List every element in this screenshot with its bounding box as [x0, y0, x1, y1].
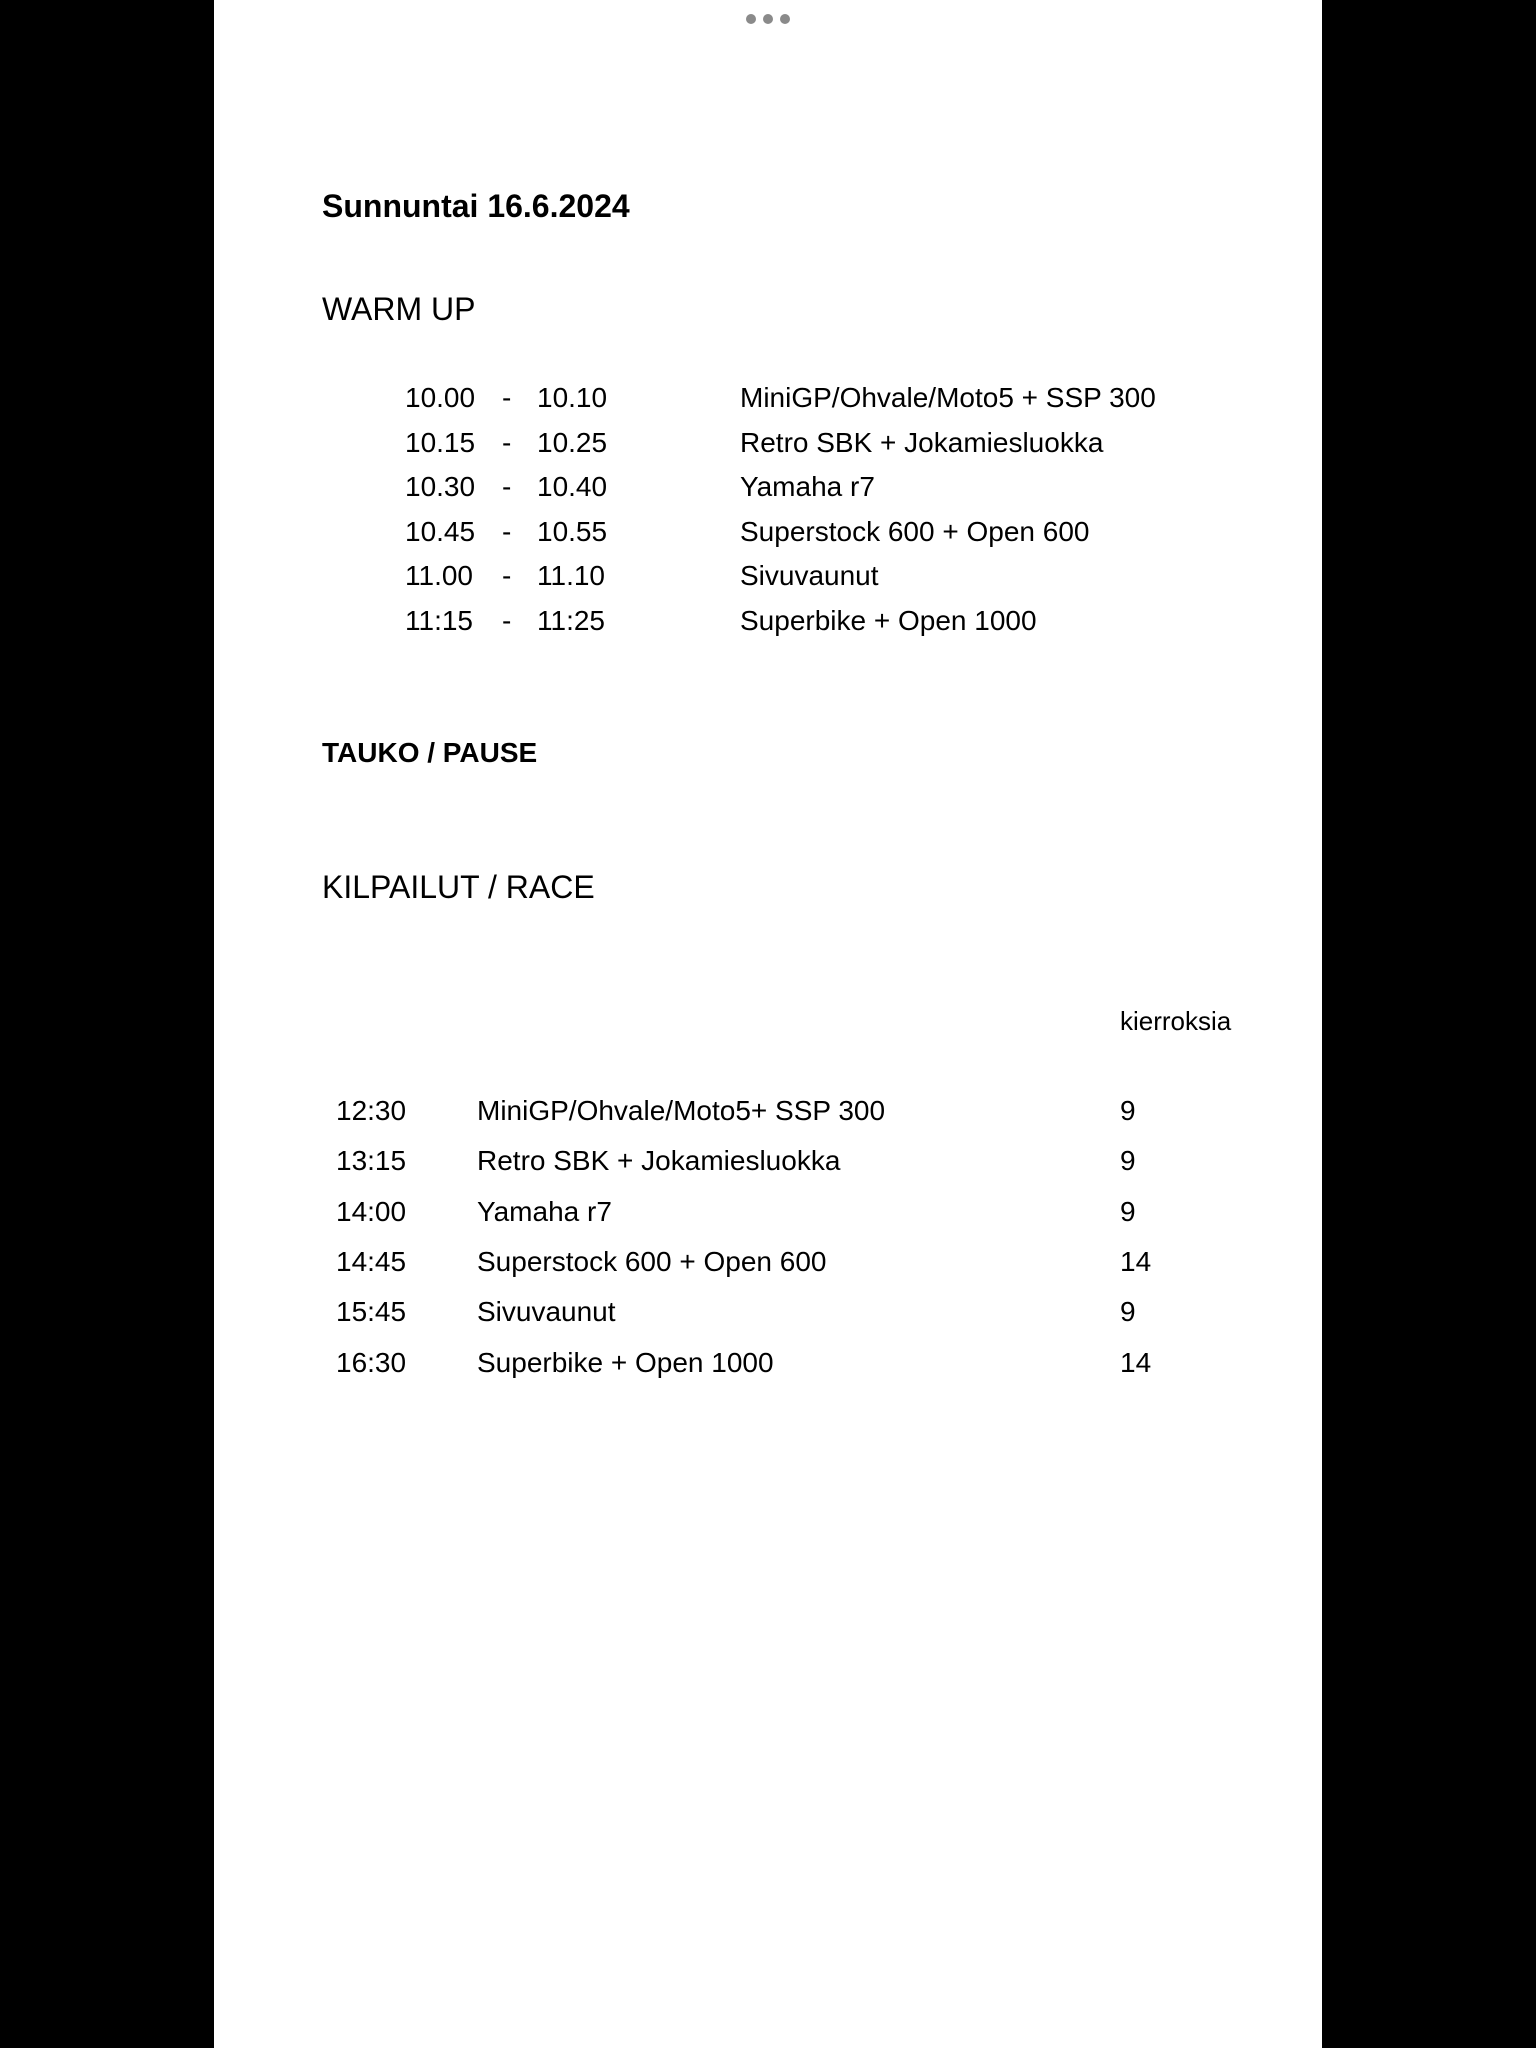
more-options-icon[interactable]	[746, 13, 790, 25]
warmup-start-time: 10.15	[405, 427, 476, 458]
race-class: Retro SBK + Jokamiesluokka	[477, 1145, 841, 1176]
warmup-end-time: 11.10	[537, 560, 605, 591]
pause-heading: TAUKO / PAUSE	[322, 737, 538, 768]
race-laps: 9	[1120, 1196, 1136, 1227]
race-time: 16:30	[336, 1347, 407, 1378]
race-laps: 9	[1120, 1145, 1136, 1176]
warmup-start-time: 10.30	[405, 471, 476, 502]
race-class: MiniGP/Ohvale/Moto5+ SSP 300	[477, 1095, 886, 1126]
warmup-start-time: 11.00	[405, 560, 473, 591]
race-laps: 9	[1120, 1095, 1136, 1126]
more-options-dot	[763, 14, 773, 24]
warmup-class: Retro SBK + Jokamiesluokka	[740, 427, 1104, 458]
warmup-time-separator: -	[502, 560, 512, 591]
more-options-dot	[746, 14, 756, 24]
warmup-start-time: 10.00	[405, 382, 476, 413]
warmup-end-time: 10.55	[537, 516, 608, 547]
race-time: 14:45	[336, 1246, 407, 1277]
race-class: Superstock 600 + Open 600	[477, 1246, 827, 1277]
warmup-end-time: 10.10	[537, 382, 608, 413]
warmup-start-time: 11:15	[405, 605, 473, 636]
warmup-class: Yamaha r7	[740, 471, 875, 502]
more-options-dot	[780, 14, 790, 24]
warmup-class: Sivuvaunut	[740, 560, 879, 591]
warmup-time-separator: -	[502, 516, 512, 547]
warmup-time-separator: -	[502, 471, 512, 502]
race-time: 12:30	[336, 1095, 407, 1126]
race-time: 13:15	[336, 1145, 407, 1176]
warmup-end-time: 10.25	[537, 427, 608, 458]
race-time: 15:45	[336, 1296, 407, 1327]
warmup-time-separator: -	[502, 605, 512, 636]
warmup-class: Superstock 600 + Open 600	[740, 516, 1090, 547]
race-time: 14:00	[336, 1196, 407, 1227]
race-laps: 14	[1120, 1246, 1152, 1277]
date-heading: Sunnuntai 16.6.2024	[322, 188, 630, 224]
race-class: Superbike + Open 1000	[477, 1347, 774, 1378]
warmup-time-separator: -	[502, 427, 512, 458]
warmup-time-separator: -	[502, 382, 512, 413]
warmup-heading: WARM UP	[322, 291, 476, 327]
warmup-end-time: 10.40	[537, 471, 608, 502]
race-laps: 14	[1120, 1347, 1152, 1378]
warmup-class: Superbike + Open 1000	[740, 605, 1037, 636]
warmup-start-time: 10.45	[405, 516, 476, 547]
race-laps: 9	[1120, 1296, 1136, 1327]
race-class: Yamaha r7	[477, 1196, 612, 1227]
race-heading: KILPAILUT / RACE	[322, 869, 595, 905]
laps-column-header: kierroksia	[1120, 1006, 1232, 1036]
warmup-class: MiniGP/Ohvale/Moto5 + SSP 300	[740, 382, 1156, 413]
warmup-end-time: 11:25	[537, 605, 605, 636]
race-class: Sivuvaunut	[477, 1296, 616, 1327]
